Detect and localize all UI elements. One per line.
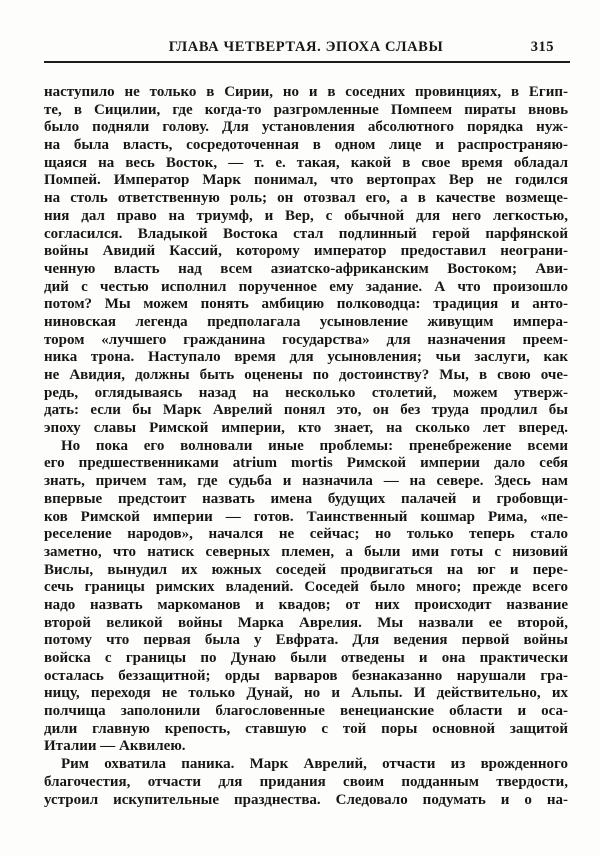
text-line: знать, причем там, где судьба и назначила — на севере. Здесь нам bbox=[44, 473, 568, 490]
text-line: надо назвать маркоманов и квадов; от них происходит название bbox=[44, 596, 568, 613]
text-line: потому что первая была у Евфрата. Для ведения первой войны bbox=[44, 632, 568, 649]
text-line: эпоху славы Римской империи, кто знает, на сколько лет вперед. bbox=[44, 420, 568, 437]
text-line: дать: если бы Марк Аврелий понял это, он без труда продлил бы bbox=[44, 402, 568, 419]
text-line: Помпей. Император Марк понимал, что вертопрах Вер не годился bbox=[44, 172, 568, 189]
text-line: на была власть, сосредоточенная в одном лице и распространяю- bbox=[44, 137, 568, 154]
text-line: заметно, что натиск северных племен, а были ими готы с низовий bbox=[44, 543, 568, 560]
text-line: наступило не только в Сирии, но и в соседних провинциях, в Егип- bbox=[44, 84, 568, 100]
page-number: 315 bbox=[530, 39, 554, 55]
text-line: осталась беззащитной; орды варваров безнаказанно нарушали гра- bbox=[44, 667, 568, 684]
text-line: ков Римской империи — готов. Таинственный кошмар Рима, «пе- bbox=[44, 508, 568, 525]
paragraph-3 bbox=[44, 756, 568, 809]
chapter-heading: ГЛАВА ЧЕТВЕРТАЯ. ЭПОХА СЛАВЫ bbox=[168, 39, 444, 55]
text-line: на столь ответственную роль; он отозвал его, а в качестве возмеще- bbox=[44, 190, 568, 207]
paragraph-1 bbox=[44, 84, 568, 438]
text-line: щаяся на весь Восток, — т. е. такая, какой в свое время обладал bbox=[44, 154, 568, 171]
text-line: второй великой войны Марка Аврелия. Мы назвали ее второй, bbox=[44, 614, 568, 631]
text-line: устроил искупительные празднества. Следовало подумать и о на- bbox=[44, 791, 568, 808]
text-line: было подняли голову. Для установления абсолютного порядка нуж- bbox=[44, 119, 568, 136]
text-line: войны Авидий Кассий, которому император предоставил неограни- bbox=[44, 243, 568, 260]
text-line: дили главную крепость, ставшую с той поры основной защитой bbox=[44, 720, 568, 737]
text-line: ния дал право на триумф, и Вер, с обычной для него легкостью, bbox=[44, 207, 568, 224]
text-line: его предшественниками atrium mortis Римской империи дало себя bbox=[44, 455, 568, 472]
text-line: войска с границы по Дунаю были отведены и она практически bbox=[44, 650, 568, 666]
text-line: полчища заполонили благословенные венецианские области и оса- bbox=[44, 703, 568, 720]
text-line: не Авидия, должны быть оценены по достоинству? Мы, в свою оче- bbox=[44, 367, 568, 383]
text-line: согласился. Владыкой Востока стал подлинный герой парфянской bbox=[44, 225, 568, 242]
text-line: ниновская легенда предполагала усыновление живущим импера- bbox=[44, 313, 568, 330]
text-line: ницу, переходя не только Дунай, но и Альпы. И действительно, их bbox=[44, 685, 568, 702]
text-line: потом? Мы можем понять амбицию полководца: традиция и анто- bbox=[44, 296, 568, 313]
text-line: сечь границы римских владений. Соседей было много; прежде всего bbox=[44, 579, 568, 596]
text-line: Рим охватила паника. Марк Аврелий, отчасти из врожденного bbox=[61, 756, 568, 773]
text-line: тором «лучшего гражданина государства» для назначения преем- bbox=[44, 331, 568, 348]
text-line: впервые предстоит назвать имена будущих палачей и гробовщи- bbox=[44, 490, 568, 507]
text-line: дий с честью исполнил порученное ему задание. А что произошло bbox=[44, 278, 568, 295]
text-line: ченную власть над всем азиатско-африканским Востоком; Ави- bbox=[44, 260, 568, 277]
text-line: ника трона. Наступало время для усыновления; чьи заслуги, как bbox=[44, 349, 568, 366]
body-text bbox=[44, 84, 568, 809]
text-line: благочестия, отчасти для придания своим подданным твердости, bbox=[44, 773, 568, 790]
running-head bbox=[44, 39, 568, 57]
text-line: реселение народов», начался не сейчас; но только теперь стало bbox=[44, 526, 568, 543]
text-line: Вислы, вынудил их южных соседей продвигаться на юг и пере- bbox=[44, 561, 568, 578]
text-line: редь, оглядываясь назад на несколько столетий, можем утверж- bbox=[44, 384, 568, 401]
text-line: те, в Сицилии, где когда-то разгромленные Помпеем пираты вновь bbox=[44, 101, 568, 118]
header-rule bbox=[44, 61, 570, 63]
text-line: Но пока его волновали иные проблемы: пренебрежение всеми bbox=[61, 437, 568, 454]
paragraph-2 bbox=[44, 438, 568, 756]
text-line: Италии — Аквилею. bbox=[44, 738, 186, 755]
